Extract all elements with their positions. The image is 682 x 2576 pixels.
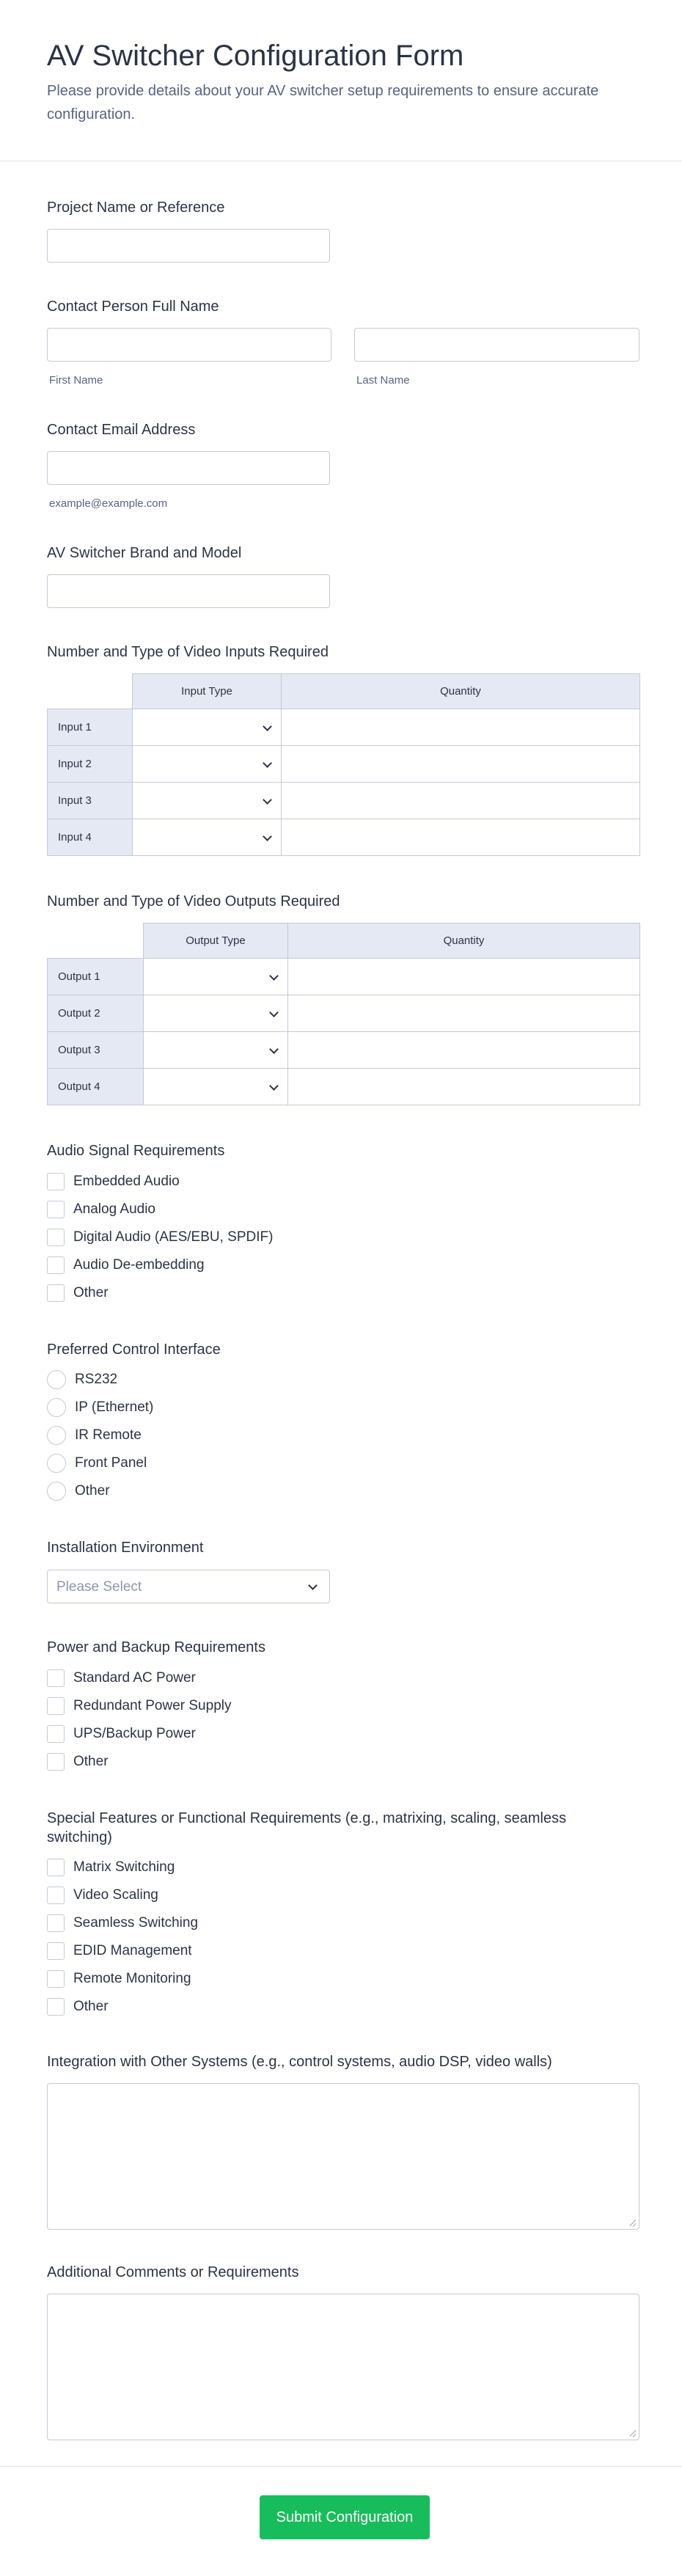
output-quantity-cell[interactable] xyxy=(288,995,640,1032)
checkbox[interactable] xyxy=(47,1284,65,1302)
input-quantity-cell[interactable] xyxy=(282,746,640,783)
power-option-redundant[interactable]: Redundant Power Supply xyxy=(47,1692,231,1720)
audio-option-analog[interactable]: Analog Audio xyxy=(47,1196,273,1223)
radio-button[interactable] xyxy=(47,1454,66,1473)
table-row xyxy=(48,783,640,819)
submit-button[interactable]: Submit Configuration xyxy=(260,2495,430,2539)
power-option-ups[interactable]: UPS/Backup Power xyxy=(47,1720,231,1748)
checkbox[interactable] xyxy=(47,1998,65,2016)
power-option-other[interactable]: Other xyxy=(47,1748,231,1776)
feature-option-matrix[interactable]: Matrix Switching xyxy=(47,1854,198,1881)
input-quantity-header: Quantity xyxy=(282,674,640,709)
checkbox[interactable] xyxy=(47,1173,65,1190)
resize-handle-icon[interactable] xyxy=(628,2429,636,2437)
last-name-sublabel: Last Name xyxy=(356,374,410,387)
audio-option-other[interactable]: Other xyxy=(47,1279,273,1307)
control-option-ir[interactable]: IR Remote xyxy=(47,1421,153,1449)
control-option-ip[interactable]: IP (Ethernet) xyxy=(47,1394,153,1421)
environment-label-wrap xyxy=(47,1538,203,1557)
chevron-down-icon xyxy=(269,1081,279,1091)
output-type-select[interactable] xyxy=(144,995,288,1032)
input-quantity-cell[interactable] xyxy=(282,783,640,819)
email-label: Contact Email Address xyxy=(47,422,196,438)
last-name-input[interactable] xyxy=(354,328,639,362)
power-label: Power and Backup Requirements xyxy=(47,1639,265,1655)
input-type-select[interactable] xyxy=(133,783,282,819)
video-inputs-label: Number and Type of Video Inputs Required xyxy=(47,644,329,660)
resize-handle-icon[interactable] xyxy=(628,2219,636,2226)
output-type-select[interactable] xyxy=(144,1032,288,1069)
video-inputs-table xyxy=(47,673,640,856)
input-row-label: Input 4 xyxy=(48,819,133,856)
video-inputs-label-wrap xyxy=(47,643,329,662)
features-label: Special Features or Functional Requirements (e.g., matrixing, scaling, seamless switching) xyxy=(47,1810,567,1845)
environment-select[interactable] xyxy=(47,1570,330,1603)
video-outputs-label: Number and Type of Video Outputs Required xyxy=(47,893,340,910)
checkbox[interactable] xyxy=(47,1859,65,1876)
chevron-down-icon xyxy=(269,1044,279,1054)
input-type-select[interactable] xyxy=(133,746,282,783)
output-type-header: Output Type xyxy=(144,923,288,959)
chevron-down-icon xyxy=(269,971,279,981)
input-type-header: Input Type xyxy=(133,674,282,709)
power-options xyxy=(47,1664,231,1776)
audio-options xyxy=(47,1168,273,1307)
matrix-corner xyxy=(48,923,144,959)
feature-option-seamless[interactable]: Seamless Switching xyxy=(47,1909,198,1937)
control-label-wrap xyxy=(47,1340,221,1359)
brand-label-wrap xyxy=(47,544,241,563)
video-outputs-table xyxy=(47,923,640,1105)
radio-button[interactable] xyxy=(47,1398,66,1417)
table-row xyxy=(48,1032,640,1069)
footer-divider xyxy=(0,2466,682,2467)
email-input[interactable] xyxy=(47,451,330,485)
table-row xyxy=(48,746,640,783)
audio-option-embedded[interactable]: Embedded Audio xyxy=(47,1168,273,1196)
audio-label: Audio Signal Requirements xyxy=(47,1143,225,1159)
power-label-wrap xyxy=(47,1638,265,1657)
radio-button[interactable] xyxy=(47,1482,66,1501)
input-quantity-cell[interactable] xyxy=(282,819,640,856)
output-row-label: Output 2 xyxy=(48,995,144,1032)
comments-label-wrap xyxy=(47,2263,299,2282)
control-options xyxy=(47,1366,153,1505)
table-row xyxy=(48,959,640,995)
control-option-front-panel[interactable]: Front Panel xyxy=(47,1449,153,1477)
project-label-wrap xyxy=(47,198,224,217)
output-type-select[interactable] xyxy=(144,1069,288,1105)
comments-textarea[interactable] xyxy=(47,2294,639,2440)
feature-option-edid[interactable]: EDID Management xyxy=(47,1937,198,1965)
table-row xyxy=(48,1069,640,1105)
input-row-label: Input 3 xyxy=(48,783,133,819)
feature-option-other[interactable]: Other xyxy=(47,1993,198,2021)
brand-label: AV Switcher Brand and Model xyxy=(47,545,242,561)
checkbox[interactable] xyxy=(47,1201,65,1218)
checkbox[interactable] xyxy=(47,1697,65,1715)
checkbox[interactable] xyxy=(47,1942,65,1960)
output-quantity-cell[interactable] xyxy=(288,959,640,995)
output-type-select[interactable] xyxy=(144,959,288,995)
feature-option-scaling[interactable]: Video Scaling xyxy=(47,1881,198,1909)
output-row-label: Output 4 xyxy=(48,1069,144,1105)
chevron-down-icon xyxy=(263,795,272,805)
chevron-down-icon xyxy=(308,1581,318,1590)
power-option-standard-ac[interactable]: Standard AC Power xyxy=(47,1664,231,1692)
first-name-sublabel: First Name xyxy=(49,374,103,387)
control-option-other[interactable]: Other xyxy=(47,1477,153,1505)
chevron-down-icon xyxy=(269,1008,279,1017)
audio-option-digital[interactable]: Digital Audio (AES/EBU, SPDIF) xyxy=(47,1223,273,1251)
checkbox[interactable] xyxy=(47,1887,65,1904)
video-outputs-label-wrap xyxy=(47,892,340,911)
contact-name-label-wrap xyxy=(47,297,219,316)
integration-textarea[interactable] xyxy=(47,2083,639,2230)
environment-placeholder: Please Select xyxy=(56,1579,142,1595)
checkbox[interactable] xyxy=(47,1669,65,1687)
chevron-down-icon xyxy=(263,758,272,768)
audio-option-deembedding[interactable]: Audio De-embedding xyxy=(47,1251,273,1279)
integration-label: Integration with Other Systems (e.g., control systems, audio DSP, video walls) xyxy=(47,2054,552,2070)
audio-label-wrap xyxy=(47,1141,224,1160)
chevron-down-icon xyxy=(263,832,272,841)
first-name-input[interactable] xyxy=(47,328,331,362)
checkbox[interactable] xyxy=(47,1725,65,1743)
checkbox[interactable] xyxy=(47,1753,65,1771)
output-quantity-cell[interactable] xyxy=(288,1032,640,1069)
table-row xyxy=(48,995,640,1032)
form-title: AV Switcher Configuration Form xyxy=(47,40,464,72)
input-quantity-cell[interactable] xyxy=(282,709,640,746)
checkbox[interactable] xyxy=(47,1229,65,1246)
output-quantity-header: Quantity xyxy=(288,923,640,959)
comments-label: Additional Comments or Requirements xyxy=(47,2264,299,2280)
radio-button[interactable] xyxy=(47,1426,66,1445)
input-row-label: Input 1 xyxy=(48,709,133,746)
features-label-wrap xyxy=(47,1809,634,1847)
checkbox[interactable] xyxy=(47,1914,65,1932)
brand-model-input[interactable] xyxy=(47,574,330,608)
matrix-corner xyxy=(48,674,133,709)
form-header xyxy=(47,35,634,126)
output-row-label: Output 3 xyxy=(48,1032,144,1069)
project-input[interactable] xyxy=(47,229,330,263)
integration-label-wrap xyxy=(47,2052,552,2071)
feature-option-remote-monitoring[interactable]: Remote Monitoring xyxy=(47,1965,198,1993)
checkbox[interactable] xyxy=(47,1256,65,1274)
table-row xyxy=(48,819,640,856)
table-row xyxy=(48,709,640,746)
form-description: Please provide details about your AV switcher setup requirements to ensure accurate configuration. xyxy=(47,83,599,122)
features-options xyxy=(47,1854,198,2021)
input-type-select[interactable] xyxy=(133,709,282,746)
email-sublabel: example@example.com xyxy=(49,497,168,510)
control-label: Preferred Control Interface xyxy=(47,1342,221,1358)
checkbox[interactable] xyxy=(47,1970,65,1988)
project-label: Project Name or Reference xyxy=(47,200,225,216)
radio-button[interactable] xyxy=(47,1370,66,1389)
contact-name-label: Contact Person Full Name xyxy=(47,299,219,315)
email-label-wrap xyxy=(47,420,195,439)
chevron-down-icon xyxy=(263,722,272,731)
output-quantity-cell[interactable] xyxy=(288,1069,640,1105)
output-row-label: Output 1 xyxy=(48,959,144,995)
control-option-rs232[interactable]: RS232 xyxy=(47,1366,153,1394)
input-row-label: Input 2 xyxy=(48,746,133,783)
environment-label: Installation Environment xyxy=(47,1540,204,1556)
input-type-select[interactable] xyxy=(133,819,282,856)
